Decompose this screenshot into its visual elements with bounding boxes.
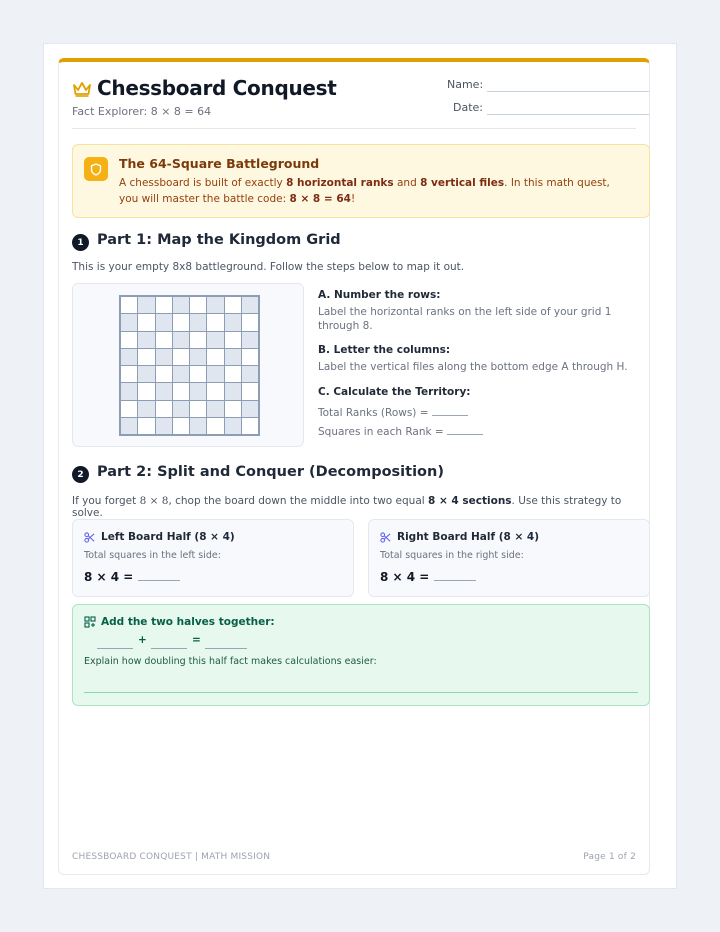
left-half-equation: 8 × 4 =: [84, 570, 180, 584]
right-half-answer-blank[interactable]: [434, 580, 476, 581]
board-square: [156, 383, 172, 399]
board-square: [138, 332, 154, 348]
board-square: [156, 297, 172, 313]
footer-page-number: Page 1 of 2: [583, 852, 636, 862]
board-square: [190, 297, 206, 313]
board-square: [242, 383, 258, 399]
step-b-title: B. Letter the columns:: [318, 344, 451, 356]
board-square: [121, 332, 137, 348]
name-field[interactable]: [487, 91, 649, 92]
intro-callout: [72, 144, 650, 218]
board-square: [225, 332, 241, 348]
board-square: [138, 349, 154, 365]
explain-prompt: Explain how doubling this half fact makes calculations easier:: [84, 656, 377, 667]
name-label: Name:: [447, 78, 484, 91]
board-square: [156, 418, 172, 434]
scissors-icon: [380, 532, 391, 543]
date-label: Date:: [453, 101, 483, 114]
board-square: [225, 383, 241, 399]
board-square: [242, 401, 258, 417]
left-half-subtitle: Total squares in the left side:: [84, 550, 221, 561]
left-half-title: Left Board Half (8 × 4): [101, 531, 235, 543]
board-square: [190, 314, 206, 330]
step-c-title: C. Calculate the Territory:: [318, 386, 471, 398]
board-square: [173, 383, 189, 399]
board-square: [138, 297, 154, 313]
footer-left: CHESSBOARD CONQUEST | MATH MISSION: [72, 852, 271, 862]
crown-icon: [72, 81, 92, 97]
part1-title: Part 1: Map the Kingdom Grid: [97, 232, 341, 248]
board-square: [138, 314, 154, 330]
board-square: [173, 297, 189, 313]
chessboard-grid: [119, 295, 260, 436]
board-square: [156, 314, 172, 330]
part2-title: Part 2: Split and Conquer (Decomposition): [97, 464, 444, 480]
board-square: [207, 314, 223, 330]
step-a-body: Label the horizontal ranks on the left side of your grid 1 through 8.: [318, 306, 612, 332]
board-square: [207, 418, 223, 434]
part1-number-badge: 1: [72, 234, 89, 251]
board-square: [190, 383, 206, 399]
board-square: [207, 297, 223, 313]
board-square: [225, 314, 241, 330]
shield-icon: [84, 157, 108, 181]
ranks-answer-blank[interactable]: [432, 415, 468, 416]
board-square: [207, 383, 223, 399]
part2-number-badge: 2: [72, 466, 89, 483]
board-square: [207, 349, 223, 365]
board-square: [138, 383, 154, 399]
board-square: [225, 418, 241, 434]
board-square: [242, 366, 258, 382]
board-square: [242, 349, 258, 365]
board-square: [242, 418, 258, 434]
right-half-card: [368, 519, 650, 597]
board-square: [121, 366, 137, 382]
board-square: [156, 349, 172, 365]
callout-title: The 64-Square Battleground: [119, 156, 320, 171]
right-half-title: Right Board Half (8 × 4): [397, 531, 540, 543]
board-square: [138, 418, 154, 434]
second-half-blank[interactable]: [151, 648, 187, 649]
explain-answer-line[interactable]: [84, 692, 638, 693]
combine-halves-box: [72, 604, 650, 706]
board-square: [190, 366, 206, 382]
board-square: [190, 349, 206, 365]
board-square: [121, 418, 137, 434]
board-square: [138, 401, 154, 417]
page-title: Chessboard Conquest: [97, 76, 337, 100]
plus-sign: +: [138, 634, 147, 646]
right-half-equation: 8 × 4 =: [380, 570, 476, 584]
board-square: [121, 297, 137, 313]
board-square: [207, 401, 223, 417]
header-divider: [72, 128, 636, 129]
step-c-line-squares: Squares in each Rank =: [318, 425, 518, 439]
date-field[interactable]: [487, 114, 649, 115]
equals-sign: =: [192, 634, 201, 646]
board-square: [121, 383, 137, 399]
chessboard-panel: [72, 283, 304, 447]
part2-intro: If you forget 8 × 8, chop the board down the middle into two equal 8 × 4 sections. Use this strategy to solve.: [72, 495, 622, 519]
board-square: [121, 401, 137, 417]
board-square: [207, 332, 223, 348]
board-square: [138, 366, 154, 382]
left-half-answer-blank[interactable]: [138, 580, 180, 581]
board-square: [242, 332, 258, 348]
board-square: [173, 314, 189, 330]
board-square: [225, 297, 241, 313]
board-square: [173, 401, 189, 417]
page-subtitle: Fact Explorer: 8 × 8 = 64: [72, 105, 212, 118]
step-c-line-ranks: Total Ranks (Rows) =: [318, 406, 518, 420]
callout-body: A chessboard is built of exactly 8 horizontal ranks and 8 vertical files. In this math quest, you will master the battle code: 8 × 8 = 64!: [119, 177, 610, 205]
board-square: [225, 349, 241, 365]
combine-title: Add the two halves together:: [101, 616, 275, 628]
board-square: [121, 349, 137, 365]
total-blank[interactable]: [205, 648, 247, 649]
board-square: [190, 401, 206, 417]
merge-icon: [84, 616, 96, 628]
first-half-blank[interactable]: [97, 648, 133, 649]
right-half-subtitle: Total squares in the right side:: [380, 550, 524, 561]
step-a-title: A. Number the rows:: [318, 289, 441, 301]
scissors-icon: [84, 532, 95, 543]
squares-answer-blank[interactable]: [447, 434, 483, 435]
board-square: [121, 314, 137, 330]
board-square: [156, 401, 172, 417]
worksheet-sheet: [58, 58, 650, 875]
board-square: [173, 349, 189, 365]
board-square: [156, 366, 172, 382]
board-square: [190, 332, 206, 348]
worksheet-page: [43, 43, 677, 889]
board-square: [207, 366, 223, 382]
board-square: [173, 332, 189, 348]
left-half-card: [72, 519, 354, 597]
part1-intro: This is your empty 8x8 battleground. Follow the steps below to map it out.: [72, 261, 465, 273]
board-square: [242, 314, 258, 330]
board-square: [190, 418, 206, 434]
board-square: [173, 418, 189, 434]
step-b-body: Label the vertical files along the bottom edge A through H.: [318, 361, 628, 373]
board-square: [225, 401, 241, 417]
board-square: [156, 332, 172, 348]
board-square: [173, 366, 189, 382]
board-square: [225, 366, 241, 382]
board-square: [242, 297, 258, 313]
